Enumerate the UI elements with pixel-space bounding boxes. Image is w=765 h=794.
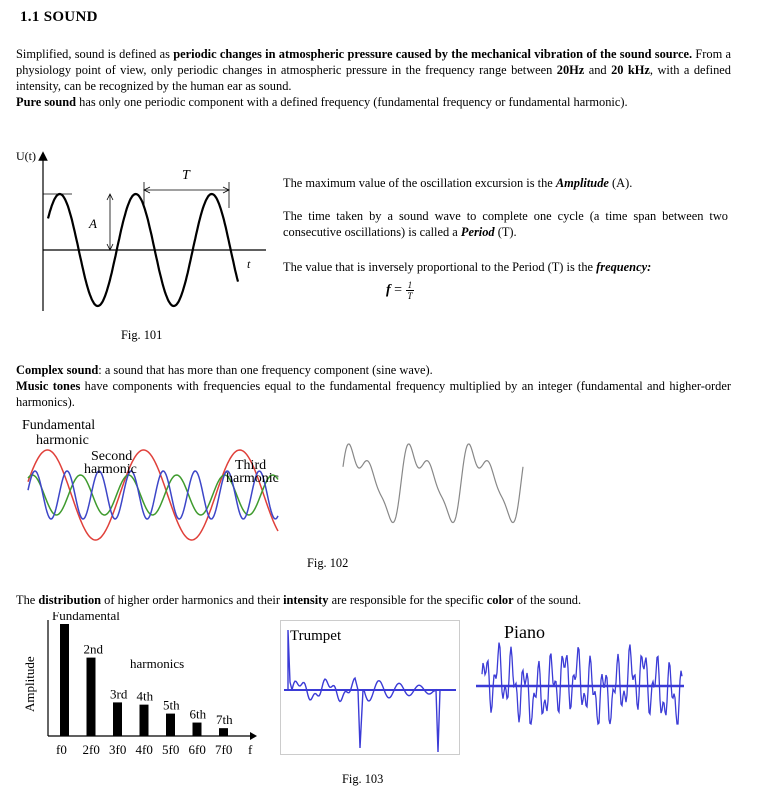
frequency-formula (386, 280, 414, 301)
formula-equals: = (394, 282, 403, 298)
harmonic-bar-label-4: 4th (136, 688, 154, 704)
second-label-2: harmonic (84, 462, 137, 477)
intro-text-3: , with a defined intensity, can be recognized by the human ear as sound. (16, 63, 731, 93)
color-term: color (486, 593, 514, 607)
period-definition (283, 208, 728, 240)
harmonic-bar-1 (60, 624, 69, 736)
fig103-caption: Fig. 103 (342, 772, 384, 786)
freq-low: 20Hz (556, 63, 585, 77)
color-text-e: are responsible for the specific (328, 593, 487, 607)
harmonic-bar-label-5: 5th (163, 697, 180, 713)
harmonic-bar-3 (113, 702, 122, 736)
fig102-harmonics (18, 415, 308, 550)
harmonic-bar-label-3: 3rd (110, 686, 128, 702)
third-label-2: harmonic (226, 471, 279, 486)
complex-waveform (343, 444, 523, 523)
sound-color-paragraph (16, 592, 731, 608)
amplitude-axis-label: Amplitude (22, 656, 37, 712)
x-tick-label-6: 6f0 (188, 742, 206, 757)
fig102-complex-wave (335, 418, 530, 543)
amplitude-label: A (89, 216, 97, 231)
harmonic-bar-label-7: 7th (216, 712, 233, 728)
second-label-1: Second (91, 449, 133, 464)
color-text-a: The (16, 593, 39, 607)
color-text-c: of higher order harmonics and their (101, 593, 284, 607)
per-text-end: (T). (494, 225, 517, 239)
piano-label: Piano (504, 622, 546, 642)
complex-sound-paragraph (16, 362, 731, 410)
intro-text: Simplified, sound is defined as (16, 47, 174, 61)
music-tones-term: Music tones (16, 379, 81, 393)
fig103-spectrum (14, 612, 274, 764)
y-axis-label: U(t) (16, 149, 36, 163)
formula-denominator: T (407, 291, 413, 301)
distribution-term: distribution (38, 593, 102, 607)
fundamental-label-1: Fundamental (22, 418, 96, 433)
intensity-term: intensity (283, 593, 329, 607)
amp-text-end: (A). (608, 176, 633, 190)
music-tones-text: have components with frequencies equal to the fundamental frequency multiplied by an integer (fundamental and higher-order harmonics). (16, 379, 731, 409)
complex-sound-term: Complex sound (16, 363, 99, 377)
formula-f: f (386, 282, 391, 298)
piano-waveform (468, 614, 688, 729)
amp-text: The maximum value of the oscillation excursion is the (283, 176, 556, 190)
x-tick-label-2: 2f0 (82, 742, 100, 757)
formula-numerator: 1 (407, 280, 413, 290)
period-label: T (182, 168, 190, 183)
fig101-caption: Fig. 101 (121, 328, 163, 342)
harmonics-word: harmonics (130, 656, 185, 671)
x-tick-label-7: 7f0 (215, 742, 233, 757)
harmonic-bar-label-1: Fundamental (52, 612, 120, 623)
time-label: t (247, 257, 251, 271)
color-text-g: of the sound. (513, 593, 582, 607)
trumpet-label: Trumpet (290, 628, 342, 644)
harmonic-bar-7 (219, 728, 228, 736)
section-heading: 1.1 SOUND (20, 9, 98, 25)
x-tick-label-3: 3f0 (109, 742, 127, 757)
intro-and: and (584, 63, 612, 77)
period-term: Period (460, 225, 495, 239)
x-tick-label-4: 4f0 (135, 742, 153, 757)
harmonic-bar-label-6: 6th (189, 706, 207, 722)
intro-paragraph (16, 46, 731, 110)
harmonic-bar-5 (166, 714, 175, 736)
harmonic-bar-label-2: 2nd (83, 641, 103, 657)
fundamental-label-2: harmonic (36, 433, 89, 448)
harmonic-bar-2 (87, 658, 96, 736)
x-tick-label-1: f0 (56, 742, 67, 757)
amplitude-term: Amplitude (555, 176, 609, 190)
harmonic-bar-6 (193, 723, 202, 736)
frequency-term: frequency: (596, 260, 652, 274)
per-text: The time taken by a sound wave to complete one cycle (a time span between two consecutive oscillations) is called a (283, 209, 728, 239)
amplitude-definition (283, 175, 728, 191)
freq-text: The value that is inversely proportional to the Period (T) is the (283, 260, 597, 274)
third-label-1: Third (235, 458, 267, 473)
trumpet-waveform (280, 620, 460, 755)
piano-wave (482, 643, 682, 724)
intro-bold-definition: periodic changes in atmospheric pressure caused by the mechanical vibration of the sound source. (173, 47, 693, 61)
complex-sound-text: : a sound that has more than one frequency component (sine wave). (98, 363, 433, 377)
pure-sound-term: Pure sound (16, 95, 77, 109)
x-tick-label-5: 5f0 (162, 742, 180, 757)
frequency-axis-label: f (248, 742, 253, 757)
fig101-sine-wave (14, 146, 269, 316)
pure-sound-text: has only one periodic component with a defined frequency (fundamental frequency or fundamental harmonic). (76, 95, 628, 109)
harmonic-bar-4 (140, 705, 149, 736)
fig102-caption: Fig. 102 (307, 556, 349, 570)
intro-text-2: From a physiology point of view, only periodic changes in atmospheric pressure in the frequency range between (16, 47, 731, 77)
freq-high: 20 kHz (611, 63, 650, 77)
frequency-definition (283, 259, 728, 275)
